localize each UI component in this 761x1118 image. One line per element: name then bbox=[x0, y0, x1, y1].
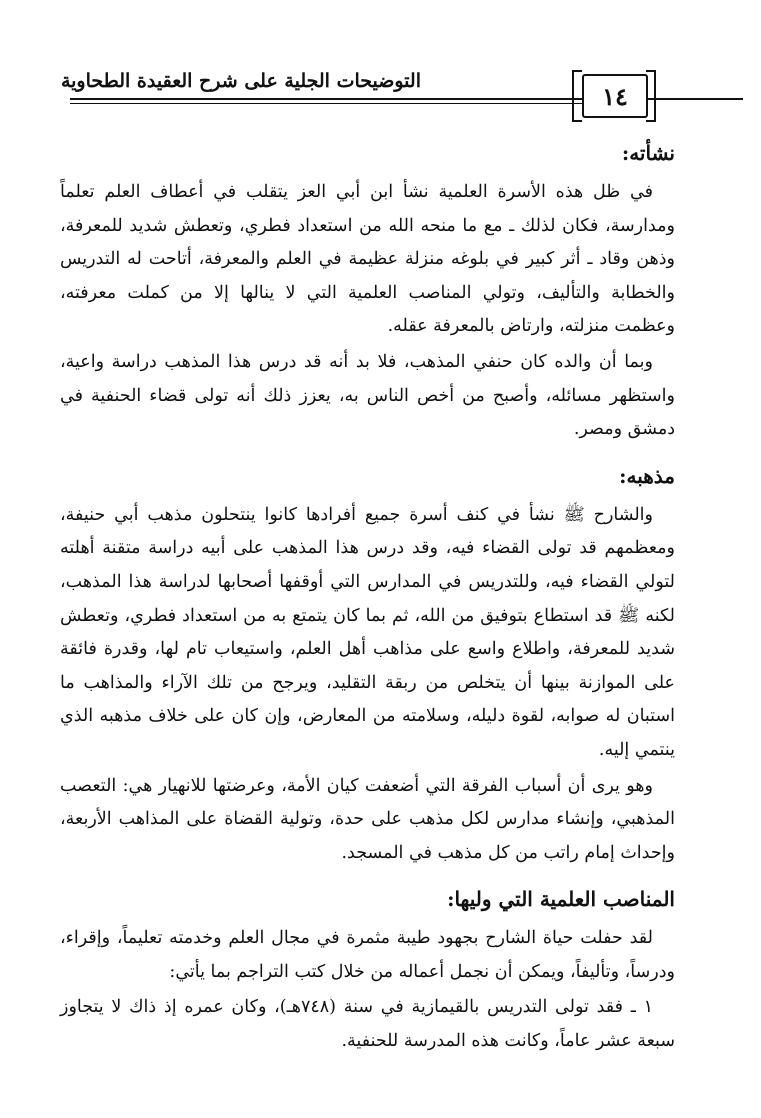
section-heading-positions: المناصب العلمية التي وليها: bbox=[447, 887, 675, 912]
running-title: التوضيحات الجلية على شرح العقيدة الطحاوية bbox=[60, 70, 421, 92]
section-heading-madhhab: مذهبه: bbox=[619, 463, 675, 488]
page-number: ١٤ bbox=[582, 74, 648, 118]
header-rule-thin bbox=[70, 103, 641, 104]
paragraph: في ظل هذه الأسرة العلمية نشأ ابن أبي العز يتقلب في أعطاف العلم تعلماً ومدارسة، فكان لذلك ـ مع ما منحه الله من استعداد فطري، وتعطش شديد للمعرفة، وذهن وقاد ـ أثر كبير في بلوغه منزلة عظيمة في العلم والمعرفة، أتاحت له التدريس والخطابة والتأليف، وتولي المناصب العلمية التي لا ينالها إلا من كملت معرفته، وعظمت منزلته، وارتاض بالمعرفة عقله. bbox=[60, 182, 675, 337]
page-body bbox=[60, 136, 675, 1059]
paragraph: لقد حفلت حياة الشارح بجهود طيبة مثمرة في مجال العلم وخدمته تعليماً، وإقراء، ودرساً، وتأليفاً، ويمكن أن نجمل أعماله من خلال كتب التراجم بما يأتي: bbox=[60, 928, 675, 982]
paragraph: وبما أن والده كان حنفي المذهب، فلا بد أنه قد درس هذا المذهب دراسة واعية، واستظهر مسائله، وأصبح من أخص الناس به، يعزز ذلك أنه تولى قضاء الحنفية في دمشق ومصر. bbox=[60, 351, 675, 440]
page-number-frame-left bbox=[572, 70, 582, 122]
paragraph: وهو يرى أن أسباب الفرقة التي أضعفت كيان الأمة، وعرضتها للانهيار هي: التعصب المذهبي، وإنشاء مدارس لكل مذهب على حدة، وتولية القضاة على المذاهب الأربعة، وإحداث إمام راتب من كل مذهب في المسجد. bbox=[60, 775, 675, 863]
paragraph: والشارح ﷺ نشأ في كنف أسرة جميع أفرادها كانوا ينتحلون مذهب أبي حنيفة، ومعظمهم قد تولى القضاء فيه، وقد درس هذا المذهب على أبيه دراسة متقنة أهلته لتولي القضاء فيه، وللتدريس في المدارس التي أوقفها أصحابها لدراسة هذا المذهب، لكنه ﷺ قد استطاع بتوفيق من الله، ثم بما كان يتمتع به من استعداد فطري، وتعطش شديد للمعرفة، واطلاع واسع على مذاهب أهل العلم، واستيعاب تام لها، وقدرة فائقة على الموازنة بينها أن يتخلص من ربقة التقليد، ويرجح من تلك الآراء والمذاهب ما استبان له صوابه، لقوة دليله، وسلامته من المعارض، وإن كان على خلاف مذهبه الذي ينتمي إليه. bbox=[60, 504, 675, 760]
section-heading-upbringing: نشأته: bbox=[621, 141, 675, 165]
page-header bbox=[0, 0, 761, 130]
list-item: ١ ـ فقد تولى التدريس بالقيمازية في سنة (٧٤٨هـ)، وكان عمره إذ ذاك لا يتجاوز سبعة عشر عاماً، وكانت هذه المدرسة للحنفية. bbox=[60, 997, 675, 1052]
